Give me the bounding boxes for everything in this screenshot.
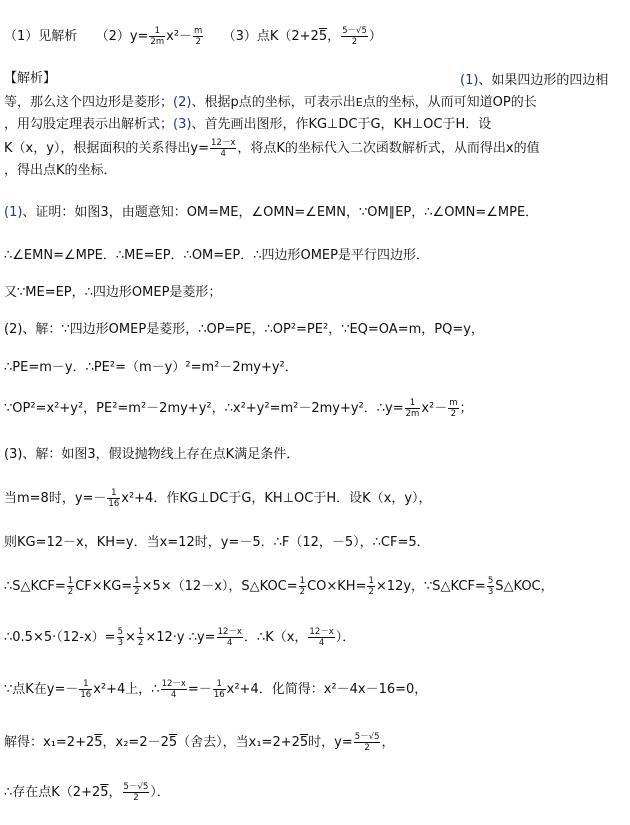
text-span: 4 xyxy=(220,149,226,159)
text-span: 解得：x₁=2+2 xyxy=(4,735,95,750)
text-span: x²－ xyxy=(166,29,193,44)
part3-line-2 xyxy=(4,488,432,509)
text-span: ， xyxy=(381,735,395,750)
text-span: 2 xyxy=(195,37,201,47)
analysis-line-4 xyxy=(4,138,540,159)
text-span: 2 xyxy=(368,587,374,597)
text-span: ∴存在点K（2+2 xyxy=(4,785,101,800)
fraction xyxy=(210,138,236,159)
text-span: =－ xyxy=(187,682,212,697)
step-tag: (2) xyxy=(173,95,192,110)
text-span: 2 xyxy=(67,587,74,597)
fraction xyxy=(405,398,421,419)
text-span: ×5×（12－x），S△KOC= xyxy=(141,579,298,594)
fraction xyxy=(308,627,334,648)
part2-line-2: ∴PE=m－y．∴PE²=（m－y）²=m²－2my+y²． xyxy=(4,360,298,375)
fraction xyxy=(354,732,381,753)
text-span: ×12·y ∴y= xyxy=(145,630,216,645)
fraction xyxy=(193,26,203,47)
fraction xyxy=(161,679,187,700)
step-tag: (1) xyxy=(460,73,479,88)
text-span: （舍去），当x₁=2+2 xyxy=(177,735,300,750)
text-span: ） xyxy=(368,29,382,44)
fraction xyxy=(117,627,124,648)
proof1-line-3: 又∵ME=EP，∴四边形OMEP是菱形； xyxy=(4,285,222,300)
text-span: ，将点K的坐标代入二次函数解析式，从而得出x的值 xyxy=(237,141,540,156)
text-span: E xyxy=(355,96,363,109)
fraction xyxy=(299,576,306,597)
text-span: CF×KG= xyxy=(75,579,133,594)
radicand: 5 xyxy=(94,735,103,750)
fraction xyxy=(213,679,226,700)
text-span: 5－√5 xyxy=(123,782,149,792)
text-span: 4 xyxy=(227,638,233,648)
fraction xyxy=(367,576,374,597)
text-span: 2 xyxy=(137,638,144,648)
analysis-title: 【解析】 xyxy=(4,71,57,86)
text-span: m xyxy=(194,26,203,36)
text-span: 等，那么这个四边形是菱形； xyxy=(4,95,174,110)
text-span: 5－√5 xyxy=(354,732,380,742)
text-span: 2 xyxy=(364,743,370,753)
text-span: 12－x xyxy=(217,627,242,637)
analysis-line-1-end xyxy=(460,72,608,90)
answer-part2: （2）y= xyxy=(95,29,149,44)
part3-line-6 xyxy=(4,679,427,700)
text-span: ； xyxy=(459,401,473,416)
text-span: ∴0.5×5·（12-x）= xyxy=(4,630,116,645)
text-span: ， xyxy=(108,785,122,800)
part3-line-7 xyxy=(4,732,395,753)
text-span: 5－√5 xyxy=(342,26,367,36)
part3-line-3: 则KG=12－x，KH=y．当x=12时，y=－5．∴F（12，－5），∴CF=5． xyxy=(4,535,430,550)
text-span: ， xyxy=(327,29,341,44)
text-span: 、根据p点的坐标，可表示出 xyxy=(191,95,356,110)
text-span: ×12y，∵S△KCF= xyxy=(375,579,486,594)
text-span: x²+4上，∴ xyxy=(93,682,160,697)
part2-line-1: (2)、解：∵四边形OMEP是菱形，∴OP=PE，∴OP²=PE²，∵EQ=OA=m，PQ=y， xyxy=(4,322,484,337)
text-span: 2 xyxy=(351,37,358,47)
text-span: ∵点K在y=－ xyxy=(4,682,79,697)
proof1-line-1 xyxy=(4,204,538,222)
text-span: 16 xyxy=(108,499,120,509)
text-span: x²－ xyxy=(421,401,448,416)
text-span: 1 xyxy=(107,488,120,499)
radicand: 5 xyxy=(299,735,309,750)
answer-part3: （3）点K（2+2 xyxy=(222,29,319,44)
fraction xyxy=(487,576,494,597)
text-span: 2 xyxy=(450,409,457,419)
fraction xyxy=(123,782,150,803)
step-tag: (3) xyxy=(173,117,192,132)
fraction xyxy=(448,398,458,419)
text-span: 5 xyxy=(117,627,123,637)
analysis-line-3 xyxy=(4,116,491,134)
text-span: 1 xyxy=(134,576,140,586)
text-span: 3 xyxy=(487,587,494,597)
fraction xyxy=(79,679,92,700)
fraction xyxy=(341,26,368,47)
text-span: x²+4．化简得：x²－4x－16=0， xyxy=(226,682,428,697)
text-span: ．∴K（x， xyxy=(243,630,308,645)
part3-line-1: (3)、解：如图3，假设抛物线上存在点K满足条件． xyxy=(4,447,300,462)
part3-line-5 xyxy=(4,627,355,648)
text-span: 2m xyxy=(150,37,165,47)
text-span: x²+4．作KG⊥DC于G，KH⊥OC于H．设K（x，y）， xyxy=(121,491,432,506)
text-span: ）． xyxy=(150,785,170,800)
text-span: S△KOC， xyxy=(495,579,554,594)
text-span: 12－x xyxy=(211,138,236,148)
text-span: 1 xyxy=(405,398,421,409)
text-span: CO×KH= xyxy=(307,579,367,594)
radicand: 5 xyxy=(168,735,178,750)
answer-line xyxy=(4,26,382,47)
text-span: OP xyxy=(492,95,511,110)
fraction xyxy=(137,627,144,648)
text-span: 4 xyxy=(171,690,177,700)
text-span: 、首先画出图形，作KG⊥DC于G，KH⊥OC于H．设 xyxy=(191,117,492,132)
text-span: 1 xyxy=(213,679,226,690)
part2-line-3 xyxy=(4,398,473,419)
text-span: 2 xyxy=(134,587,140,597)
text-span: 时，y= xyxy=(308,735,353,750)
text-span: 1 xyxy=(368,576,374,586)
text-span: K（x，y），根据面积的关系得出y= xyxy=(4,141,209,156)
radicand: 5 xyxy=(100,785,109,800)
text-span: m xyxy=(449,398,458,408)
text-span: 1 xyxy=(67,576,74,586)
text-span: 2 xyxy=(299,587,306,597)
proof1-line-2: ∴∠EMN=∠MPE．∴ME=EP．∴OM=EP．∴四边形OMEP是平行四边形． xyxy=(4,248,429,263)
text-span: 2 xyxy=(133,793,139,803)
step-tag: (1) xyxy=(4,205,23,220)
text-span: ，用勾股定理表示出解析式； xyxy=(4,117,174,132)
text-span: ∴S△KCF= xyxy=(4,579,66,594)
fraction xyxy=(107,488,120,509)
text-span: 点的坐标，从而可知道 xyxy=(362,95,493,110)
fraction xyxy=(67,576,74,597)
text-span: 12－x xyxy=(309,627,334,637)
text-span: 1 xyxy=(299,576,306,586)
text-span: × xyxy=(124,630,136,645)
radicand: 5 xyxy=(318,29,328,44)
part3-line-4 xyxy=(4,576,554,597)
text-span: ，x₂=2－2 xyxy=(102,735,169,750)
text-span: 1 xyxy=(137,627,144,637)
fraction xyxy=(217,627,243,648)
text-span: 5 xyxy=(487,576,494,586)
text-span: 12－x xyxy=(161,679,186,689)
text-span: 、证明：如图3，由题意知：OM=ME，∠OMN=∠EMN，∵OM∥EP，∴∠OMN=∠MPE． xyxy=(22,205,539,220)
text-span: 2m xyxy=(405,409,420,419)
text-span: 1 xyxy=(79,679,92,690)
text-span: 3 xyxy=(117,638,123,648)
text-span: 4 xyxy=(318,638,325,648)
text-span: 当m=8时，y=－ xyxy=(4,491,107,506)
part3-line-8 xyxy=(4,782,170,803)
analysis-line-2 xyxy=(4,94,537,112)
text-span: 16 xyxy=(80,690,92,700)
text-span: ）． xyxy=(335,630,356,645)
text-span: 的长 xyxy=(510,95,537,110)
answer-part1: （1）见解析 xyxy=(4,29,78,44)
text-span: 1 xyxy=(149,26,165,37)
text-span: 16 xyxy=(213,690,225,700)
analysis-line-5: ，得出点K的坐标． xyxy=(4,163,117,178)
text-span: 、如果四边形的四边相 xyxy=(478,73,609,88)
fraction xyxy=(133,576,140,597)
fraction xyxy=(149,26,165,47)
text-span: ∵OP²=x²+y²，PE²=m²－2my+y²，∴x²+y²=m²－2my+y²．∴y= xyxy=(4,401,404,416)
